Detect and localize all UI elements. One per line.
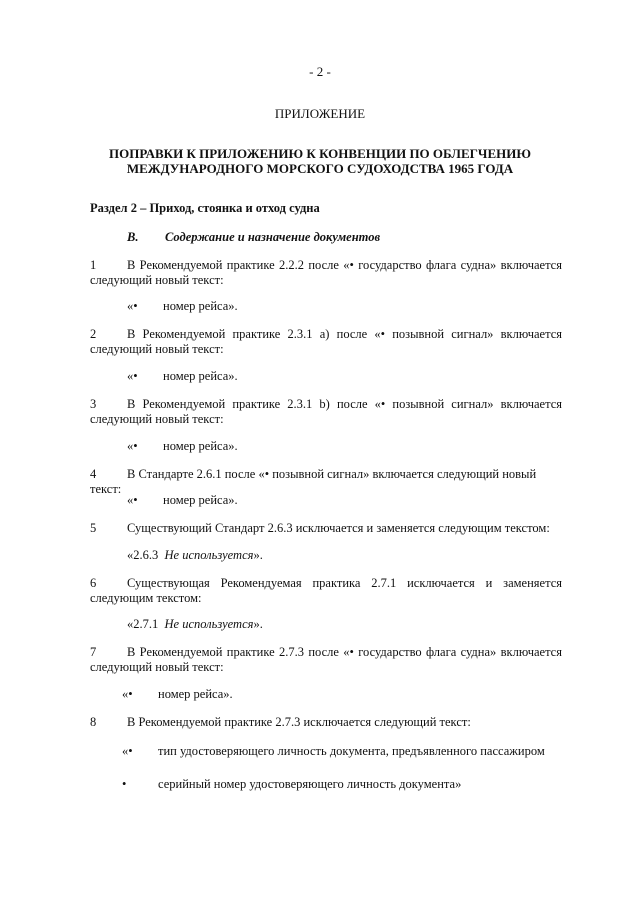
paragraph-text: В Рекомендуемой практике 2.7.3 исключается следующий текст: bbox=[127, 715, 471, 729]
replacement-std-263 bbox=[127, 548, 263, 563]
inserted-item-4 bbox=[127, 493, 238, 508]
paragraph-number: 6 bbox=[90, 576, 97, 590]
paragraph-text: В Рекомендуемой практике 2.7.3 после «• государство флага судна» включается следующий новый текст: bbox=[90, 645, 562, 674]
deleted-item-1 bbox=[122, 744, 545, 759]
practice-number: «2.7.1 bbox=[127, 617, 159, 631]
subsection-heading bbox=[127, 230, 380, 245]
inserted-item-2 bbox=[127, 369, 238, 384]
paragraph-6 bbox=[90, 576, 562, 606]
subsection-title: Содержание и назначение документов bbox=[165, 230, 381, 244]
inserted-item-7 bbox=[122, 687, 233, 702]
page-number: - 2 - bbox=[309, 64, 331, 79]
paragraph-text: В Рекомендуемой практике 2.2.2 после «• государство флага судна» включается следующий новый текст: bbox=[90, 258, 562, 287]
paragraph-3 bbox=[90, 397, 562, 427]
paragraph-text: Существующий Стандарт 2.6.3 исключается и заменяется следующим текстом: bbox=[127, 521, 550, 535]
paragraph-number: 5 bbox=[90, 521, 97, 535]
flight-number-text: номер рейса». bbox=[163, 369, 238, 383]
paragraph-text: В Рекомендуемой практике 2.3.1 a) после «• позывной сигнал» включается следующий новый текст: bbox=[90, 327, 562, 356]
not-used-text: Не используется bbox=[164, 548, 254, 562]
paragraph-text: В Рекомендуемой практике 2.3.1 b) после «• позывной сигнал» включается следующий новый текст: bbox=[90, 397, 562, 426]
deleted-text-2: серийный номер удостоверяющего личность документа» bbox=[158, 777, 462, 791]
replacement-rp-271 bbox=[127, 617, 263, 632]
paragraph-2 bbox=[90, 327, 562, 357]
paragraph-number: 3 bbox=[90, 397, 97, 411]
paragraph-8 bbox=[90, 715, 562, 730]
standard-number: «2.6.3 bbox=[127, 548, 159, 562]
inserted-item-1 bbox=[127, 299, 238, 314]
deleted-text-1: тип удостоверяющего личность документа, предъявленного пассажиром bbox=[158, 744, 545, 758]
paragraph-5 bbox=[90, 521, 562, 536]
paragraph-7 bbox=[90, 645, 562, 675]
closing-quote: ». bbox=[253, 548, 263, 562]
paragraph-number: 4 bbox=[90, 467, 97, 481]
closing-quote: ». bbox=[253, 617, 263, 631]
paragraph-text: Существующая Рекомендуемая практика 2.7.1 исключается и заменяется следующим текстом: bbox=[90, 576, 562, 605]
open-quote-bullet: «• bbox=[127, 299, 138, 313]
open-quote-bullet: «• bbox=[127, 369, 138, 383]
title-line-2: МЕЖДУНАРОДНОГО МОРСКОГО СУДОХОДСТВА 1965 ГОДА bbox=[126, 161, 514, 176]
flight-number-text: номер рейса». bbox=[163, 439, 238, 453]
open-quote-bullet: «• bbox=[122, 687, 133, 701]
open-quote-bullet: «• bbox=[122, 744, 133, 758]
flight-number-text: номер рейса». bbox=[158, 687, 233, 701]
document-title bbox=[100, 146, 540, 176]
inserted-item-3 bbox=[127, 439, 238, 454]
not-used-text: Не используется bbox=[164, 617, 254, 631]
paragraph-1 bbox=[90, 258, 562, 288]
section-heading: Раздел 2 – Приход, стоянка и отход судна bbox=[90, 201, 320, 215]
paragraph-number: 7 bbox=[90, 645, 97, 659]
paragraph-number: 1 bbox=[90, 258, 97, 272]
paragraph-number: 8 bbox=[90, 715, 97, 729]
deleted-item-2 bbox=[122, 777, 461, 792]
title-line-1: ПОПРАВКИ К ПРИЛОЖЕНИЮ К КОНВЕНЦИИ ПО ОБЛЕГЧЕНИЮ bbox=[108, 146, 531, 161]
annex-heading: ПРИЛОЖЕНИЕ bbox=[274, 106, 366, 121]
open-quote-bullet: «• bbox=[127, 439, 138, 453]
flight-number-text: номер рейса». bbox=[163, 493, 238, 507]
subsection-letter: B. bbox=[127, 230, 139, 244]
flight-number-text: номер рейса». bbox=[163, 299, 238, 313]
bullet-icon: • bbox=[122, 777, 127, 791]
open-quote-bullet: «• bbox=[127, 493, 138, 507]
paragraph-text: В Стандарте 2.6.1 после «• позывной сигнал» включается следующий новый текст: bbox=[90, 467, 537, 496]
paragraph-number: 2 bbox=[90, 327, 97, 341]
